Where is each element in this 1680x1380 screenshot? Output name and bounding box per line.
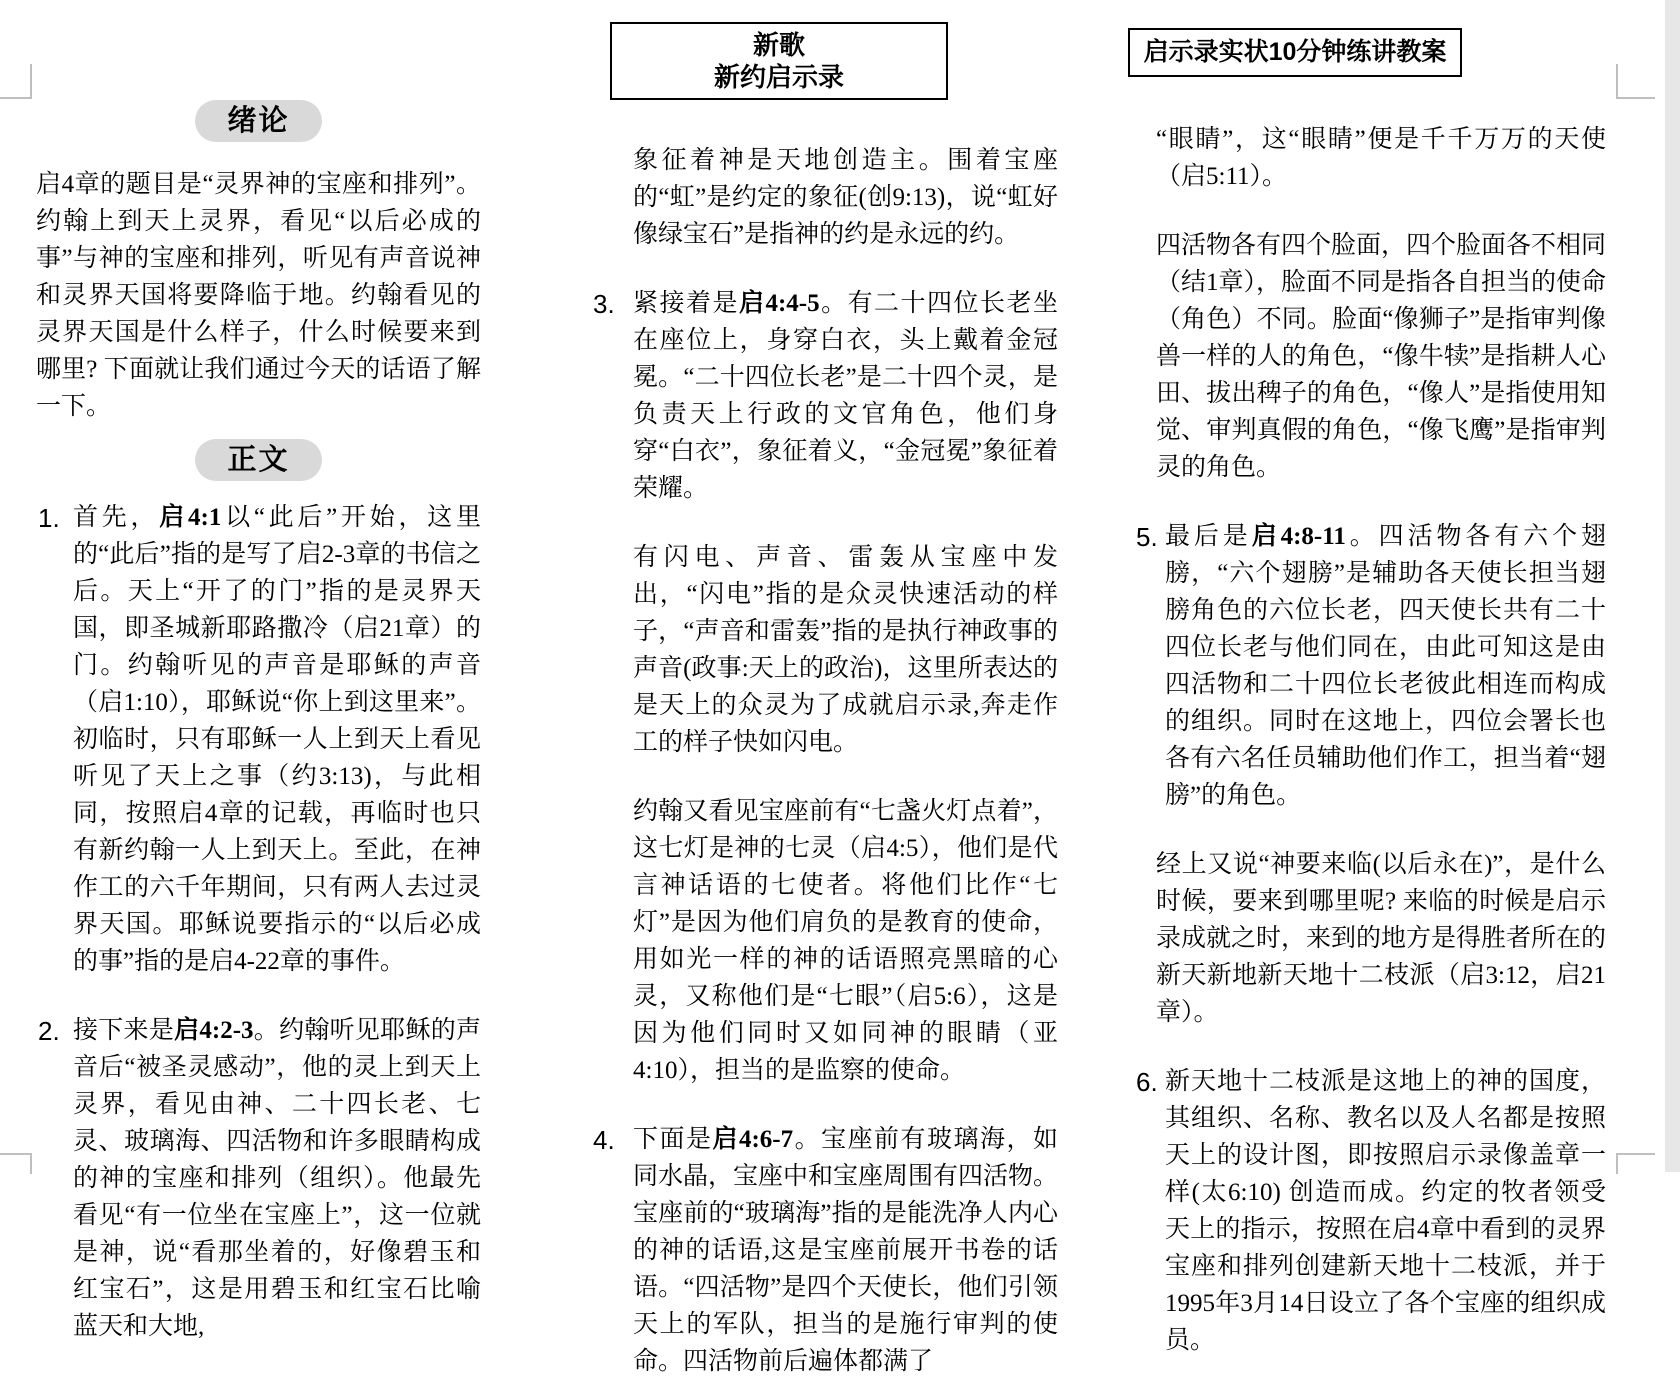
list-item-number: 5. <box>1136 522 1158 552</box>
section-badge-intro: 绪论 <box>195 100 321 142</box>
list-item-number: 3. <box>593 289 615 319</box>
list-item-text-pre: 最后是 <box>1165 523 1252 550</box>
crop-mark-top-left <box>0 64 32 99</box>
list-item-text: 。有二十四位长老坐在座位上，身穿白衣，头上戴着金冠冕。“二十四位长老”是二十四个灵，是负责天上行政的文官角色，他们身穿“白衣”，象征着义，“金冠冕”象征着荣耀。 <box>633 290 1058 502</box>
verse-reference: 启4:8-11 <box>1251 523 1346 550</box>
list-item-1 <box>36 499 481 980</box>
right-column <box>1128 28 1606 1359</box>
section-badge-body: 正文 <box>195 439 321 481</box>
intro-paragraph: 启4章的题目是“灵界神的宝座和排列”。约翰上到天上灵界，看见“以后必成的事”与神的宝座和排列，听见有声音说神和灵界天国将要降临于地。约翰看见的灵界天国是什么样子，什么时候要来到哪里? 下面就让我们通过今天的话语了解一下。 <box>36 171 481 420</box>
list-item-text: 新天地十二枝派是这地上的神的国度，其组织、名称、教名以及人名都是按照天上的设计图，即按照启示录像盖章一样(太6:10) 创造而成。约定的牧者领受天上的指示，按照在启4章中看到的灵界宝座和排列创建新天地十二枝派，并于1995年3月14日设立了各个宝座的组织成员。 <box>1165 1068 1606 1354</box>
middle-paragraph-1: 象征着神是天地创造主。围着宝座的“虹”是约定的象征(创9:13)，说“虹好像绿宝石”是指神的约是永远的约。 <box>633 147 1058 248</box>
list-item-6 <box>1128 1063 1606 1359</box>
list-item-text-pre: 首先， <box>73 504 160 531</box>
list-item-5 <box>1128 518 1606 814</box>
document-title-line2: 新约启示录 <box>713 62 844 92</box>
list-item-text: 以“此后”开始，这里的“此后”指的是写了启2-3章的书信之后。天上“开了的门”指的是灵界天国，即圣城新耶路撒冷（启21章）的门。约翰听见的声音是耶稣的声音（启1:10），耶稣说“你上到这里来”。初临时，只有耶稣一人上到天上看见听见了天上之事（约3:13)，与此相同，按照启4章的记载，再临时也只有新约翰一人上到天上。至此，在神作工的六千年期间，只有两人去过灵界天国。耶稣说要指示的“以后必成的事”指的是启4-22章的事件。 <box>73 504 481 975</box>
list-item-text: 。四活物各有六个翅膀，“六个翅膀”是辅助各天使长担当翅膀角色的六位长老，四天使长共有二十四位长老与他们同在，由此可知这是由四活物和二十四位长老彼此相连而构成的组织。同时在这地上，四位会署长也各有六名任员辅助他们作工，担当着“翅膀”的角色。 <box>1165 523 1606 809</box>
list-item-2 <box>36 1012 481 1345</box>
right-paragraph-1: “眼睛”，这“眼睛”便是千千万万的天使（启5:11）。 <box>1156 126 1606 190</box>
right-paragraph-3: 经上又说“神要来临(以后永在)”，是什么时候，要来到哪里呢? 来临的时候是启示录成就之时，来到的地方是得胜者所在的新天新地新天地十二枝派（启3:12，启21章）。 <box>1156 851 1607 1026</box>
crop-mark-bottom-right <box>1616 1153 1655 1174</box>
list-item-4 <box>583 1121 1058 1380</box>
verse-reference: 启4:6-7 <box>712 1126 794 1153</box>
list-item-number: 6. <box>1136 1067 1158 1097</box>
verse-reference: 启4:1 <box>159 504 222 531</box>
list-item-text-pre: 下面是 <box>633 1126 713 1153</box>
left-column <box>36 100 481 1345</box>
middle-paragraph-3: 约翰又看见宝座前有“七盏火灯点着”，这七灯是神的七灵（启4:5），他们是代言神话语的七使者。将他们比作“七灯”是因为他们肩负的是教育的使命，用如光一样的神的话语照亮黑暗的心灵，又称他们是“七眼”（启5:6），这是因为他们同时又如同神的眼睛（亚4:10），担当的是监察的使命。 <box>633 798 1058 1084</box>
list-item-number: 1. <box>38 503 60 533</box>
list-item-3 <box>583 285 1058 507</box>
list-item-text: 。宝座前有玻璃海，如同水晶，宝座中和宝座周围有四活物。宝座前的“玻璃海”指的是能洗净人内心的神的话语,这是宝座前展开书卷的话语。“四活物”是四个天使长，他们引领天上的军队，担当的是施行审判的使命。四活物前后遍体都满了 <box>633 1126 1059 1375</box>
right-paragraph-2: 四活物各有四个脸面，四个脸面各不相同（结1章），脸面不同是指各自担当的使命（角色）不同。脸面“像狮子”是指审判像兽一样的人的角色，“像牛犊”是指耕人心田、拔出稗子的角色，“像人”是指使用知觉、审判真假的角色，“像飞鹰”是指审判灵的角色。 <box>1156 232 1607 481</box>
middle-paragraph-2: 有闪电、声音、雷轰从宝座中发出，“闪电”指的是众灵快速活动的样子，“声音和雷轰”指的是执行神政事的声音(政事:天上的政治)，这里所表达的是天上的众灵为了成就启示录,奔走作工的样子快如闪电。 <box>633 544 1058 756</box>
list-item-text-pre: 紧接着是 <box>633 290 739 317</box>
verse-reference: 启4:4-5 <box>738 290 820 317</box>
lesson-title-box <box>1128 28 1462 77</box>
document-title-box <box>610 22 948 100</box>
document-title-line1: 新歌 <box>752 30 805 60</box>
list-item-text: 。约翰听见耶稣的声音后“被圣灵感动”，他的灵上到天上灵界，看见由神、二十四长老、七灵、玻璃海、四活物和许多眼睛构成的神的宝座和排列（组织）。他最先看见“有一位坐在宝座上”，这一位就是神，说“看那坐着的，好像碧玉和红宝石”，这是用碧玉和红宝石比喻蓝天和大地, <box>73 1017 481 1340</box>
verse-reference: 启4:2-3 <box>174 1017 254 1044</box>
crop-mark-bottom-left <box>0 1153 32 1174</box>
list-item-number: 4. <box>593 1125 615 1155</box>
page-edge-strip <box>1665 0 1680 1172</box>
list-item-number: 2. <box>38 1016 60 1046</box>
middle-column <box>583 22 1058 1380</box>
crop-mark-top-right <box>1616 64 1655 99</box>
list-item-text-pre: 接下来是 <box>73 1017 175 1044</box>
lesson-title: 启示录实状10分钟练讲教案 <box>1143 38 1447 66</box>
